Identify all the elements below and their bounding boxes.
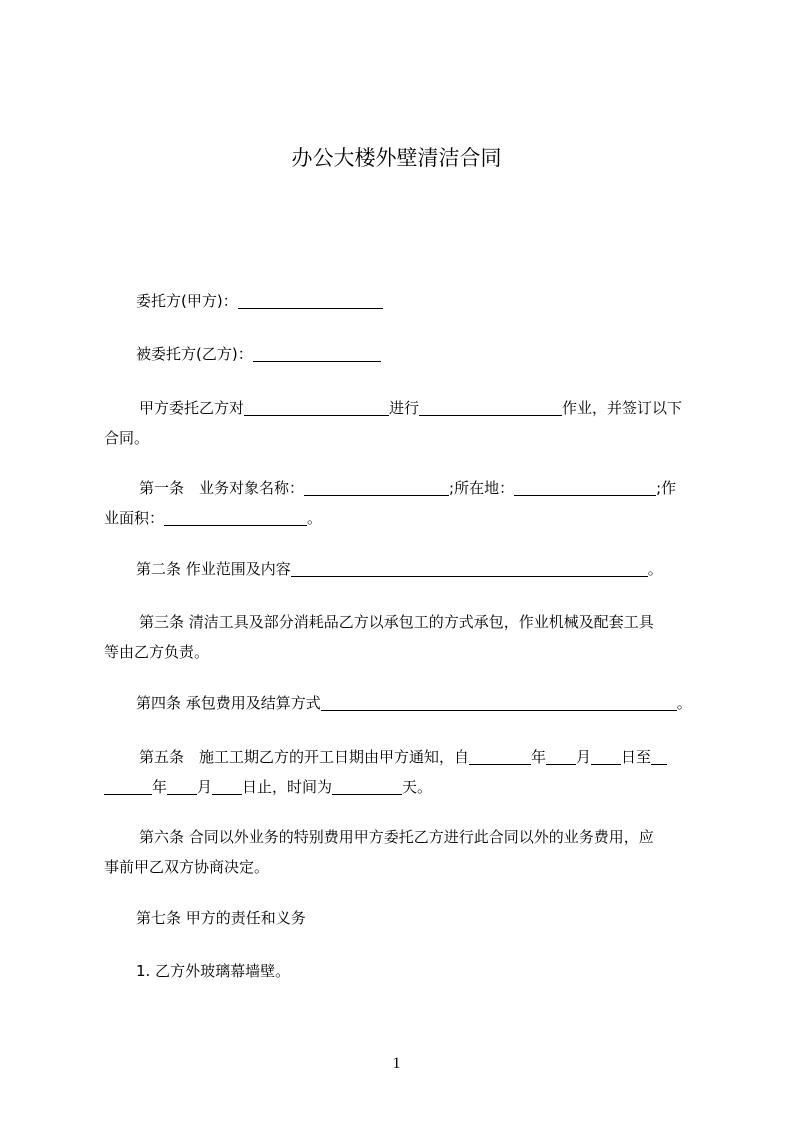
article-6-text-2: 事前甲乙双方协商决定。 [104,858,270,876]
party-b-label: 被委托方(乙方)： [136,345,253,363]
article-5-text-7: 日止，时间为 [242,778,333,796]
article-5-blank-start-month [546,748,576,765]
article-6-text-1: 第六条 合同以外业务的特别费用甲方委托乙方进行此合同以外的业务费用，应 [139,828,654,846]
article-1-text-5: 。 [307,509,323,527]
article-4 [104,688,700,718]
article-5-blank-end-year-b [104,778,152,795]
article-2 [104,554,700,584]
article-5-blank-start-day [591,748,621,765]
article-2-text-2: 。 [647,560,663,578]
intro-blank-work [419,399,562,416]
article-1-text-2: ;所在地： [449,479,515,497]
article-5-text-3: 月 [576,748,592,766]
article-1-text-3: ;作 [656,479,677,497]
article-5 [104,742,700,802]
article-1-blank-name [304,479,449,496]
item-1-text: 1. 乙方外玻璃幕墙壁。 [136,962,291,980]
article-6 [104,822,700,882]
article-1 [104,473,700,533]
article-5-text-5: 年 [152,778,168,796]
party-a-line [104,286,700,316]
article-4-text-1: 第四条 承包费用及结算方式 [136,694,321,712]
article-5-blank-end-year-a [651,748,667,765]
article-5-blank-days [332,778,402,795]
article-3-text-2: 等由乙方负责。 [104,643,210,661]
party-b-blank [253,345,381,362]
article-5-text-1: 第五条 施工工期乙方的开工日期由甲方通知，自 [139,748,470,766]
page-number: 1 [392,1055,401,1072]
article-1-text-1: 第一条 业务对象名称： [139,479,305,497]
item-1 [104,956,700,986]
article-3-text-1: 第三条 清洁工具及部分消耗品乙方以承包工的方式承包，作业机械及配套工具 [139,613,654,631]
article-5-text-6: 月 [197,778,213,796]
party-b-line [104,339,700,369]
article-5-text-8: 天。 [402,778,433,796]
document-title: 办公大楼外壁清洁合同 [291,146,502,170]
article-3 [104,607,700,667]
article-4-blank [321,694,677,711]
intro-blank-object [244,399,389,416]
article-7 [104,903,700,933]
party-a-blank [238,292,383,309]
article-5-blank-end-day [212,778,242,795]
intro-text-3: 作业，并签订以下 [562,399,683,417]
article-2-text-1: 第二条 作业范围及内容 [136,560,291,578]
party-a-label: 委托方(甲方)： [136,292,238,310]
article-2-blank [291,560,648,577]
article-5-text-2: 年 [531,748,547,766]
article-1-text-4: 业面积： [104,509,165,527]
intro-text-4: 合同。 [104,429,150,447]
article-7-text-1: 第七条 甲方的责任和义务 [136,909,306,927]
article-4-text-2: 。 [676,694,692,712]
article-1-blank-location [514,479,656,496]
article-5-blank-end-month [167,778,197,795]
article-5-blank-start-year [469,748,531,765]
article-1-blank-area [164,509,307,526]
article-5-text-4: 日至 [621,748,652,766]
intro-text-1: 甲方委托乙方对 [139,399,245,417]
intro-text-2: 进行 [389,399,420,417]
intro-paragraph [104,393,700,453]
